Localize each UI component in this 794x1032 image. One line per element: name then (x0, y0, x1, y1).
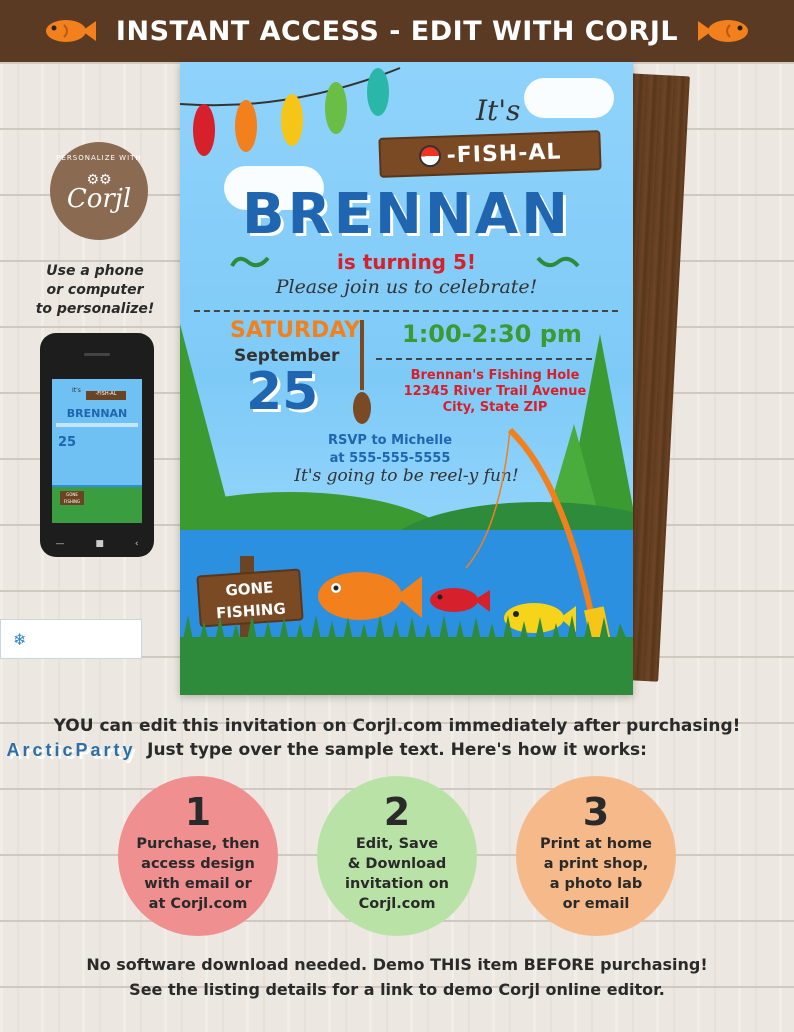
step-1-circle (118, 776, 278, 936)
rsvp-line: at 555-555-5555 (329, 451, 451, 466)
step-line: & Download (347, 856, 447, 872)
gear-icon: ⚙⚙ (86, 172, 112, 188)
preview-sign-line: GONE (66, 492, 78, 497)
preview-its: It's (72, 387, 81, 394)
footer-line: No software download needed. Demo THIS item BEFORE purchasing! (86, 955, 708, 974)
phone-screen-preview (52, 379, 142, 523)
grass (180, 637, 633, 695)
fish-bunting (180, 62, 410, 172)
child-name: BRENNAN (242, 182, 571, 247)
step-line: Edit, Save (355, 836, 439, 852)
preview-line (56, 423, 138, 427)
step-line: a photo lab (549, 876, 643, 892)
sign-line: GONE (224, 578, 274, 600)
step-2-circle (317, 776, 477, 936)
step-line: Purchase, then (136, 836, 260, 852)
cloud (524, 78, 614, 118)
turning-text: is turning 5! (336, 250, 477, 274)
preview-sign: -FISH-AL (86, 391, 126, 400)
bobber-icon (418, 145, 441, 168)
back-icon: — (55, 539, 65, 549)
step-line: a print shop, (543, 856, 649, 872)
venue-line: City, State ZIP (442, 400, 548, 415)
banner-title: INSTANT ACCESS - EDIT WITH CORJL (115, 15, 679, 47)
phone-speaker (84, 353, 110, 356)
step-line: at Corjl.com (148, 896, 248, 912)
snowflake-icon: ❄ (13, 629, 27, 649)
left-caption (20, 262, 170, 319)
venue-line: Brennan's Fishing Hole (410, 368, 580, 383)
step-line: Print at home (539, 836, 653, 852)
ofishal-text: -FISH-AL (446, 139, 562, 169)
rsvp-line: RSVP to Michelle (327, 433, 453, 448)
step-line: with email or (144, 876, 252, 892)
info-line: Just type over the sample text. Here's how it works: (147, 740, 647, 760)
month: September (234, 346, 340, 366)
caption-line: to personalize! (35, 301, 155, 317)
invitation-card (180, 62, 633, 695)
caption-line: Use a phone (46, 263, 144, 279)
sign-line: FISHING (215, 599, 287, 623)
fish-icon (42, 17, 98, 45)
weekday: SATURDAY (230, 318, 361, 343)
day-number: 25 (246, 362, 319, 422)
preview-day: 25 (58, 435, 77, 450)
preview-gone-sign (60, 491, 84, 505)
step-number: 3 (582, 790, 610, 834)
corjl-badge (50, 142, 148, 240)
step-number: 1 (184, 790, 212, 834)
reel-text: It's going to be reel-y fun! (294, 466, 519, 486)
home-icon: ■ (95, 539, 104, 549)
divider (194, 310, 618, 312)
brand-name: ArcticParty (6, 740, 136, 760)
top-banner (0, 0, 794, 62)
phone-mockup (40, 333, 154, 557)
step-line: Corjl.com (358, 896, 436, 912)
fish-icon (696, 17, 752, 45)
step-3-circle (516, 776, 676, 936)
preview-sign-line: FISHING (63, 499, 81, 504)
badge-top-text: PERSONALIZE WITH (56, 154, 142, 162)
corjl-logo: Corjl (66, 184, 132, 214)
step-line: access design (141, 856, 255, 872)
caption-line: or computer (46, 282, 144, 298)
step-line: or email (562, 896, 630, 912)
step-number: 2 (383, 790, 411, 834)
step-line: invitation on (345, 876, 449, 892)
event-time: 1:00-2:30 pm (402, 320, 582, 348)
info-line: YOU can edit this invitation on Corjl.com immediately after purchasing! (53, 716, 741, 736)
celebrate-text: Please join us to celebrate! (275, 276, 538, 298)
red-fish (428, 584, 492, 618)
arcticparty-logo (0, 619, 142, 760)
preview-name: BRENNAN (66, 407, 128, 420)
its-text: It's (476, 94, 521, 127)
footer-line: See the listing details for a link to demo Corjl online editor. (129, 980, 665, 999)
phone-nav (40, 539, 154, 549)
venue-line: 12345 River Trail Avenue (403, 384, 587, 399)
recent-icon: ‹ (134, 539, 139, 549)
ofishal-sign (378, 130, 601, 178)
